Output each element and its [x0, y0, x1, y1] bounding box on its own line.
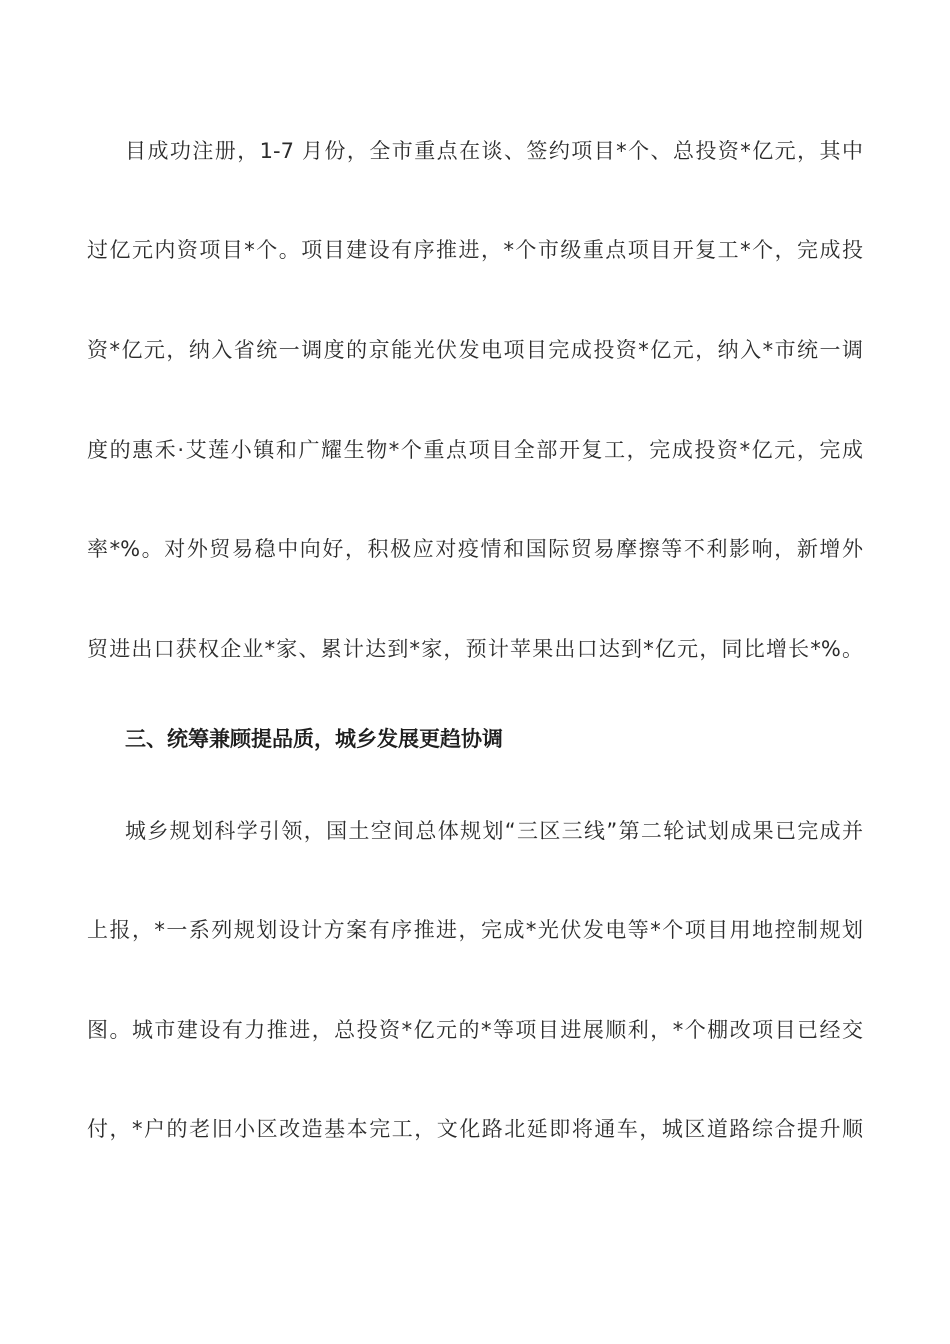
- paragraph-line: 付，*户的老旧小区改造基本完工，文化路北延即将通车，城区道路综合提升顺: [87, 1117, 863, 1141]
- paragraph-line: 资*亿元，纳入省统一调度的京能光伏发电项目完成投资*亿元，纳入*市统一调: [87, 338, 863, 362]
- paragraph-line: 目成功注册，1-7 月份，全市重点在谈、签约项目*个、总投资*亿元，其中: [125, 139, 863, 163]
- paragraph-line: 过亿元内资项目*个。项目建设有序推进，*个市级重点项目开复工*个，完成投: [87, 238, 863, 262]
- paragraph-line: 上报，*一系列规划设计方案有序推进，完成*光伏发电等*个项目用地控制规划: [87, 918, 863, 942]
- paragraph-line: 城乡规划科学引领，国土空间总体规划“三区三线”第二轮试划成果已完成并: [125, 819, 863, 843]
- paragraph-line: 度的惠禾·艾莲小镇和广耀生物*个重点项目全部开复工，完成投资*亿元，完成: [87, 438, 863, 462]
- paragraph-line: 率*%。对外贸易稳中向好，积极应对疫情和国际贸易摩擦等不利影响，新增外: [87, 537, 863, 561]
- section-heading: 三、统筹兼顾提品质，城乡发展更趋协调: [125, 727, 503, 751]
- paragraph-line: 图。城市建设有力推进，总投资*亿元的*等项目进展顺利，*个棚改项目已经交: [87, 1018, 863, 1042]
- paragraph-line: 贸进出口获权企业*家、累计达到*家，预计苹果出口达到*亿元，同比增长*%。: [87, 637, 863, 661]
